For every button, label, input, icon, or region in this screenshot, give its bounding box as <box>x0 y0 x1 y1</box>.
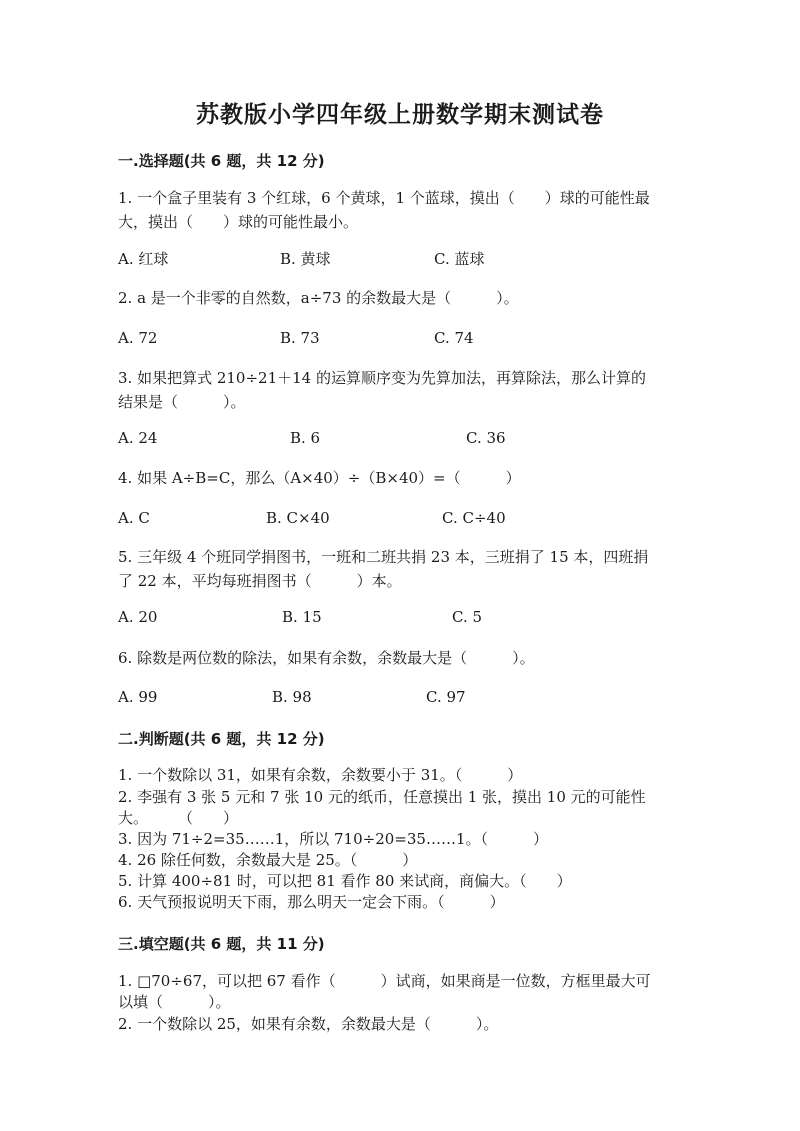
option-c: C. 5 <box>452 608 483 626</box>
section-heading-multiple-choice: 一.选择题(共 6 题，共 12 分) <box>118 152 325 170</box>
question-line: 结果是（ ）。 <box>118 393 246 411</box>
judgement-item: 4. 26 除任何数，余数最大是 25。（ ） <box>118 851 418 869</box>
page-title: 苏教版小学四年级上册数学期末测试卷 <box>196 101 604 128</box>
question-line: 3. 如果把算式 210÷21＋14 的运算顺序变为先算加法，再算除法，那么计算的 <box>118 369 646 387</box>
judgement-item: 6. 天气预报说明天下雨，那么明天一定会下雨。（ ） <box>118 893 505 911</box>
option-c: C. 97 <box>426 688 466 706</box>
question-6 <box>118 646 688 670</box>
option-c: C. 74 <box>434 329 474 347</box>
question-line: 大，摸出（ ）球的可能性最小。 <box>118 213 359 231</box>
option-c: C. 36 <box>466 429 506 447</box>
fill-item: 2. 一个数除以 25，如果有余数，余数最大是（ ）。 <box>118 1015 499 1033</box>
option-b: B. 黄球 <box>280 250 331 268</box>
option-a: A. C <box>118 509 150 527</box>
question-4 <box>118 466 688 490</box>
question-1 <box>118 186 688 234</box>
question-line: 1. 一个盒子里装有 3 个红球，6 个黄球，1 个蓝球，摸出（ ）球的可能性最 <box>118 189 650 207</box>
question-line: 了 22 本，平均每班捐图书（ ）本。 <box>118 572 402 590</box>
option-b: B. 73 <box>280 329 320 347</box>
judgement-item: 1. 一个数除以 31，如果有余数，余数要小于 31。（ ） <box>118 766 523 784</box>
question-3 <box>118 366 688 414</box>
question-2 <box>118 286 688 310</box>
judgement-item-continuation: 大。 （ ） <box>118 809 239 827</box>
judgement-item: 2. 李强有 3 张 5 元和 7 张 10 元的纸币，任意摸出 1 张，摸出 10 元的可能性 <box>118 788 646 806</box>
option-a: A. 24 <box>118 429 158 447</box>
fill-item-continuation: 以填（ ）。 <box>118 993 231 1011</box>
section-heading-true-false: 二.判断题(共 6 题，共 12 分) <box>118 730 325 748</box>
option-b: B. 15 <box>282 608 322 626</box>
option-c: C. C÷40 <box>442 509 506 527</box>
question-line: 2. a 是一个非零的自然数，a÷73 的余数最大是（ ）。 <box>118 289 519 307</box>
section-heading-fill-in: 三.填空题(共 6 题，共 11 分) <box>118 935 325 953</box>
judgement-item: 5. 计算 400÷81 时，可以把 81 看作 80 来试商，商偏大。（ ） <box>118 872 572 890</box>
judgement-item: 3. 因为 71÷2=35……1，所以 710÷20=35……1。（ ） <box>118 830 548 848</box>
question-line: 4. 如果 A÷B=C，那么（A×40）÷（B×40）=（ ） <box>118 469 521 487</box>
fill-item: 1. □70÷67，可以把 67 看作（ ）试商，如果商是一位数，方框里最大可 <box>118 972 651 990</box>
option-b: B. C×40 <box>266 509 330 527</box>
option-c: C. 蓝球 <box>434 250 485 268</box>
option-b: B. 98 <box>272 688 312 706</box>
option-a: A. 72 <box>118 329 158 347</box>
question-line: 6. 除数是两位数的除法，如果有余数，余数最大是（ ）。 <box>118 649 535 667</box>
option-b: B. 6 <box>290 429 321 447</box>
option-a: A. 20 <box>118 608 158 626</box>
question-5 <box>118 545 688 593</box>
question-line: 5. 三年级 4 个班同学捐图书，一班和二班共捐 23 本，三班捐了 15 本，四班捐 <box>118 548 649 566</box>
option-a: A. 红球 <box>118 250 169 268</box>
option-a: A. 99 <box>118 688 158 706</box>
